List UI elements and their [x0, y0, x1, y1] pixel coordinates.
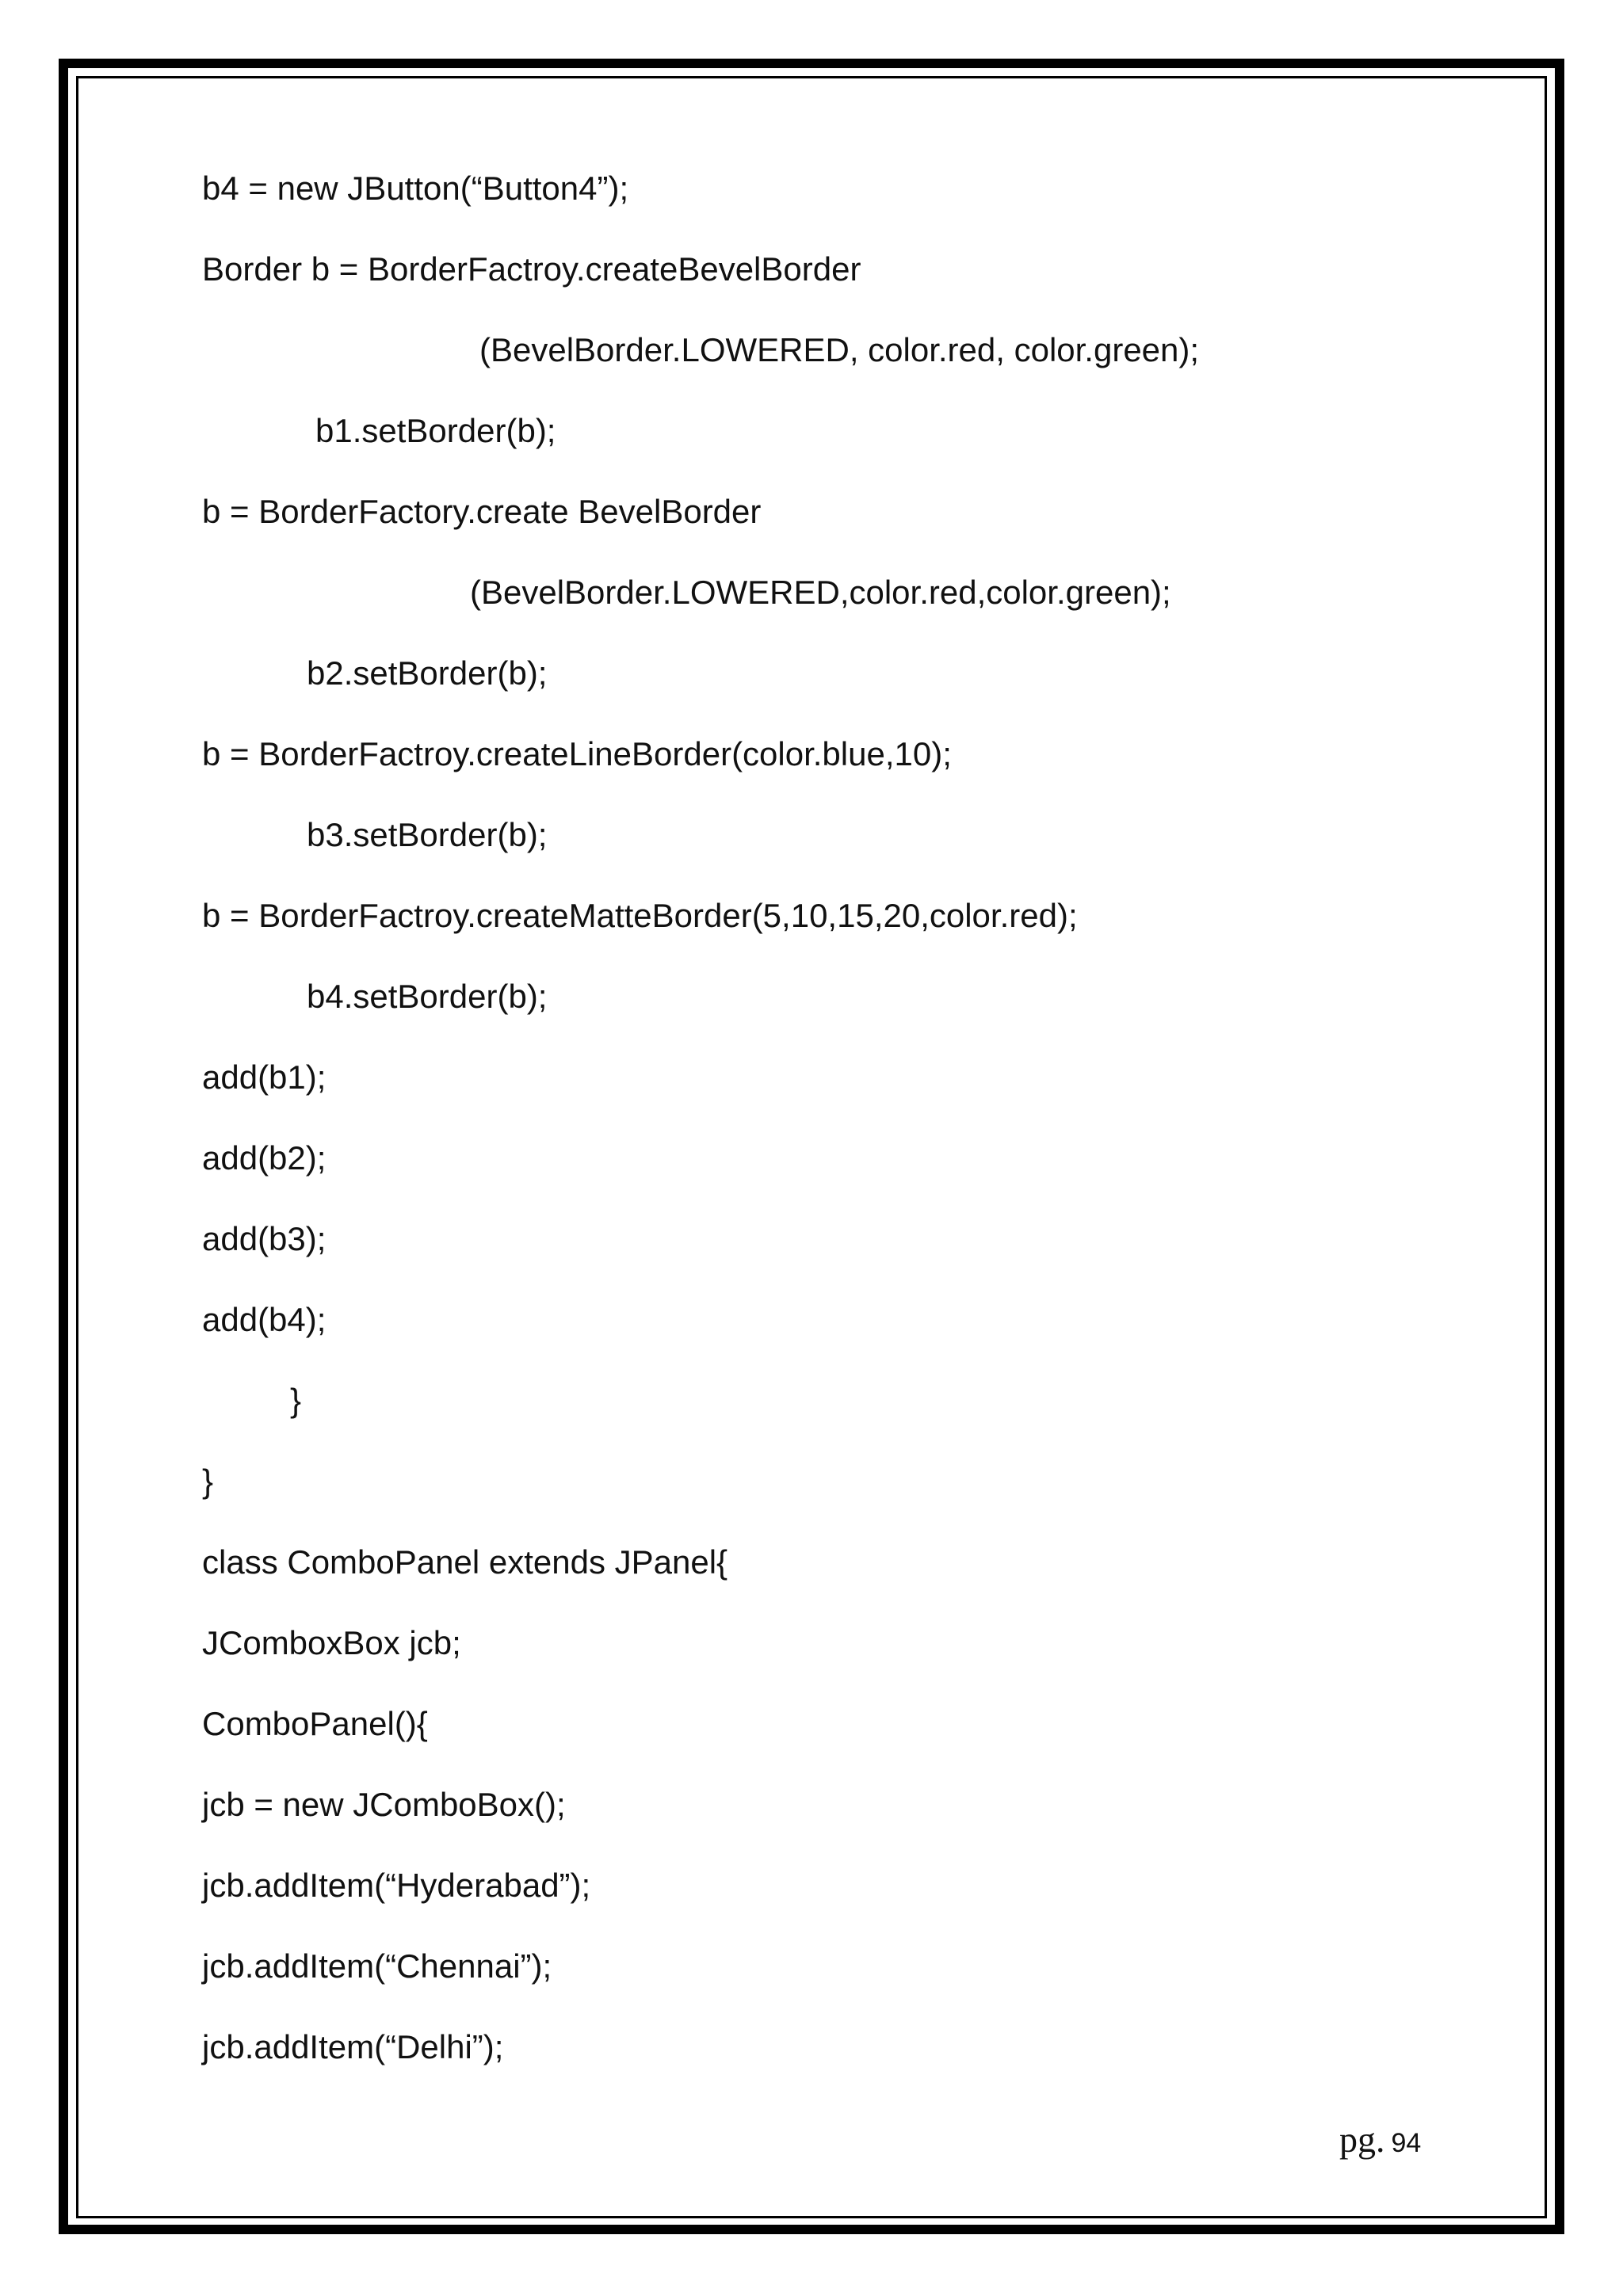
code-line-6: (BevelBorder.LOWERED,color.red,color.green); — [470, 574, 1171, 611]
code-line-11: b4.setBorder(b); — [307, 978, 548, 1015]
code-line-24: jcb.addItem(“Delhi”); — [202, 2028, 504, 2065]
code-line-15: add(b4); — [202, 1301, 327, 1338]
code-line-22: jcb.addItem(“Hyderabad”); — [202, 1867, 591, 1904]
code-line-8: b = BorderFactroy.createLineBorder(color.blue,10); — [202, 735, 952, 772]
code-line-17: } — [202, 1463, 214, 1500]
code-line-3: (BevelBorder.LOWERED, color.red, color.green); — [479, 331, 1200, 368]
code-line-12: add(b1); — [202, 1058, 327, 1096]
code-line-14: add(b3); — [202, 1220, 327, 1257]
page-footer — [1339, 2119, 1421, 2161]
code-line-23: jcb.addItem(“Chennai”); — [202, 1947, 552, 1985]
code-line-4: b1.setBorder(b); — [315, 412, 556, 449]
code-line-2: Border b = BorderFactroy.createBevelBorder — [202, 250, 861, 288]
code-line-5: b = BorderFactory.create BevelBorder — [202, 493, 762, 530]
code-line-21: jcb = new JComboBox(); — [202, 1786, 566, 1823]
code-line-18: class ComboPanel extends JPanel{ — [202, 1543, 728, 1581]
page-number: 94 — [1391, 2128, 1422, 2158]
code-line-10: b = BorderFactroy.createMatteBorder(5,10,15,20,color.red); — [202, 897, 1078, 934]
code-line-13: add(b2); — [202, 1139, 327, 1177]
code-line-16: } — [290, 1382, 302, 1419]
code-line-20: ComboPanel(){ — [202, 1705, 428, 1742]
code-line-9: b3.setBorder(b); — [307, 816, 548, 853]
code-line-19: JComboxBox jcb; — [202, 1624, 461, 1661]
page-label-prefix: pg. — [1339, 2119, 1385, 2160]
code-line-1: b4 = new JButton(“Button4”); — [202, 170, 629, 207]
code-line-7: b2.setBorder(b); — [307, 654, 548, 692]
